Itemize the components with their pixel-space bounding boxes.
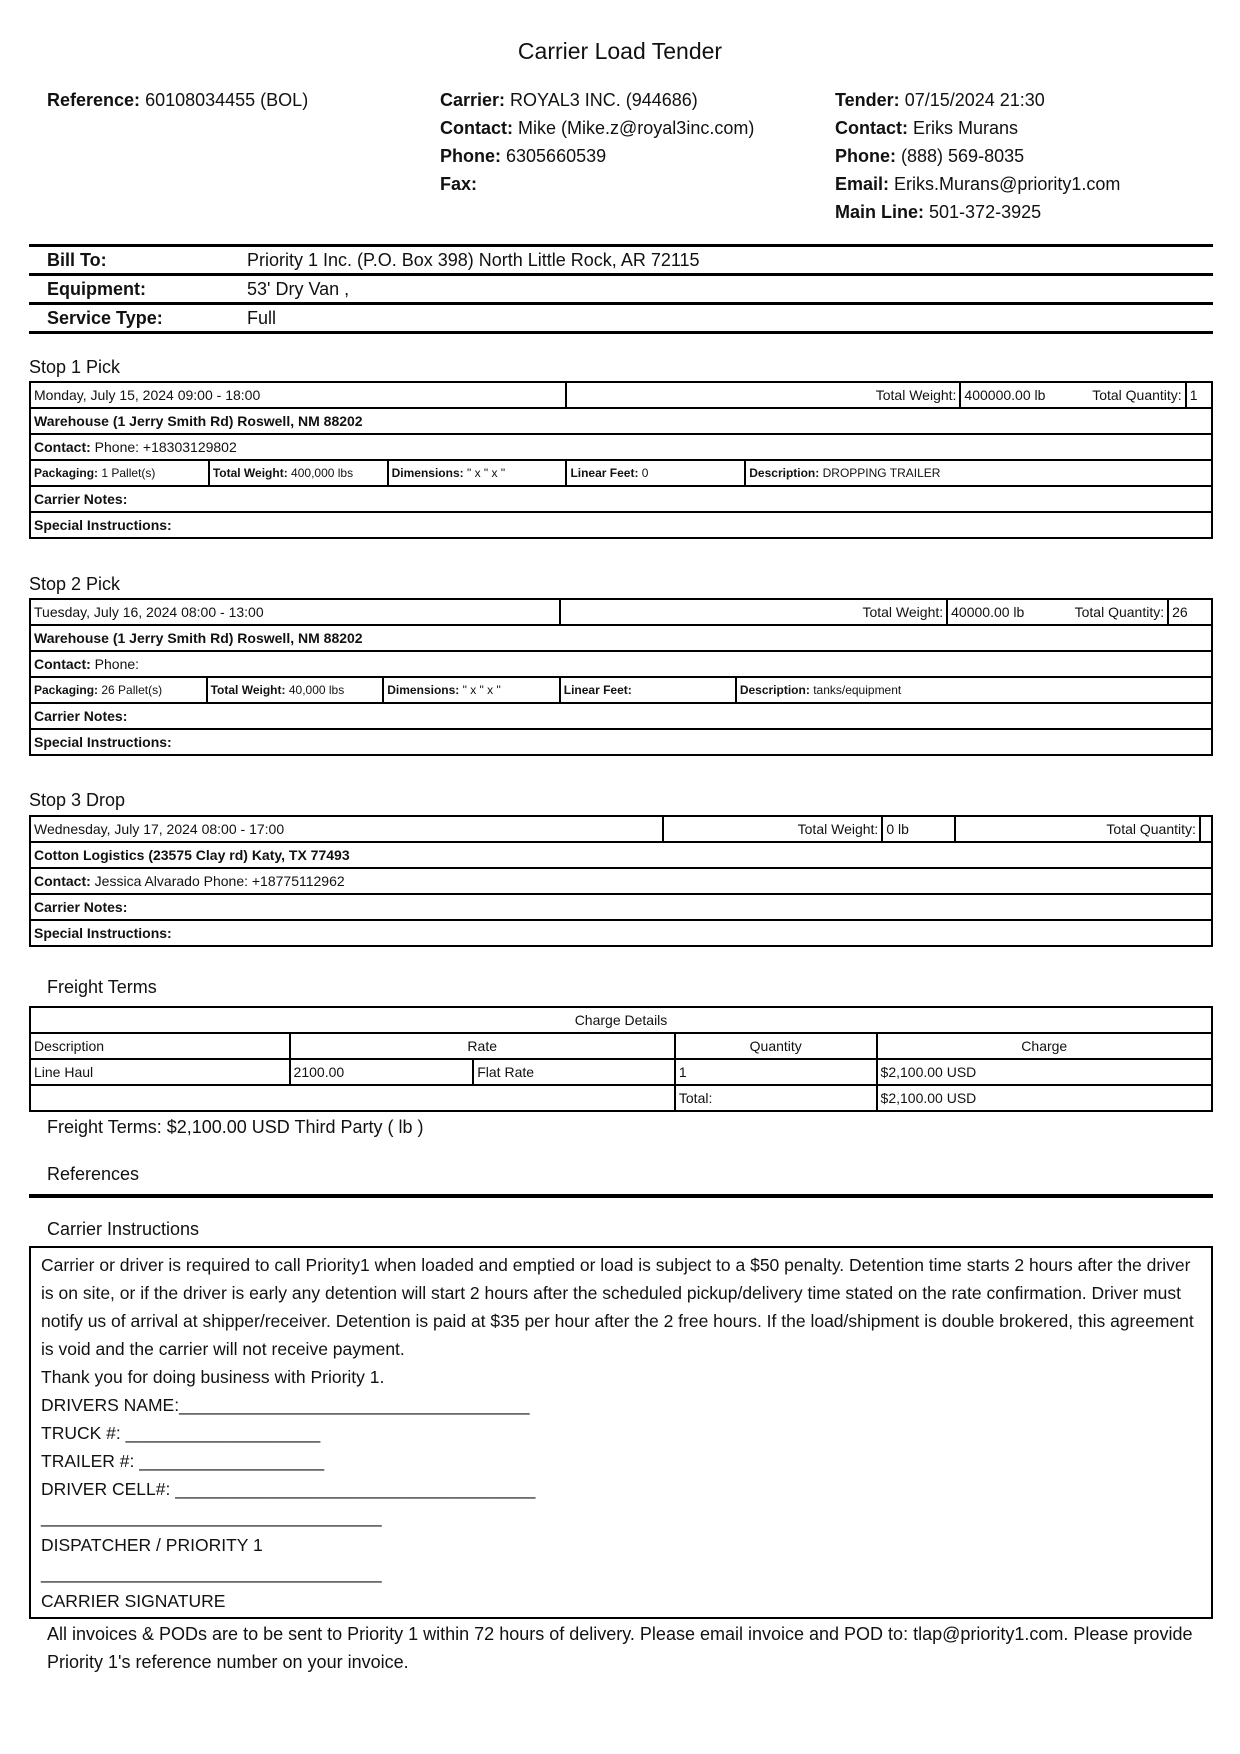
service-type-row [29, 304, 1213, 333]
stop-3-contact [30, 868, 1212, 894]
charge-description: Line Haul [30, 1059, 290, 1085]
reference-value: 60108034455 (BOL) [145, 90, 309, 110]
driver-cell-line: DRIVER CELL#: _____________________________________ [41, 1479, 536, 1499]
stop-2-special-instructions: Special Instructions: [30, 729, 1212, 755]
stop-2-weight-label: Total Weight: [560, 599, 947, 625]
dispatcher-signature-line: ___________________________________ [41, 1507, 382, 1527]
stop-2-dim-label: Dimensions: [387, 683, 460, 697]
stop-1-datetime: Monday, July 15, 2024 09:00 - 18:00 [30, 382, 566, 408]
stop-2-dim-value: " x " x " [462, 683, 501, 697]
equipment-label: Equipment: [29, 275, 247, 304]
tender-contact-value: Eriks Murans [913, 118, 1019, 138]
stop-1-heading: Stop 1 Pick [29, 357, 121, 377]
stop-1-carrier-notes: Carrier Notes: [30, 486, 1212, 512]
carrier-phone-value: 6305660539 [506, 146, 607, 166]
stop-3-contact-value: Jessica Alvarado Phone: +18775112962 [94, 873, 345, 889]
service-type-value: Full [247, 304, 1213, 333]
tender-mainline-label: Main Line: [835, 202, 924, 222]
carrier-contact-label: Contact: [440, 118, 513, 138]
col-quantity: Quantity [675, 1033, 877, 1059]
total-label: Total: [675, 1085, 877, 1111]
stop-1-linear-feet [566, 460, 745, 486]
stop-2-contact-label: Contact: [34, 656, 91, 672]
total-value: $2,100.00 USD [877, 1085, 1212, 1111]
invoice-footer-note: All invoices & PODs are to be sent to Priority 1 within 72 hours of delivery. Please email invoice and POD to: tlap@priority1.com. Please provide Priority 1's reference number on your invoice. [47, 1624, 1193, 1672]
stop-1-contact-label: Contact: [34, 439, 91, 455]
bill-to-label: Bill To: [29, 246, 247, 275]
stop-1-qty-label: Total Quantity: [1092, 387, 1182, 403]
carrier-instructions-box [29, 1246, 1213, 1619]
carrier-value: ROYAL3 INC. (944686) [510, 90, 698, 110]
stop-1-packaging-label: Packaging: [34, 466, 99, 480]
stop-2-weight-value: 40000.00 lb [951, 604, 1025, 620]
tender-block [835, 86, 1120, 226]
trailer-line: TRAILER #: ___________________ [41, 1451, 325, 1471]
charge-rate: 2100.00 [290, 1059, 474, 1085]
carrier-block [440, 86, 754, 198]
reference-block [47, 86, 308, 114]
stop-2-datetime: Tuesday, July 16, 2024 08:00 - 13:00 [30, 599, 560, 625]
stop-1-special-instructions: Special Instructions: [30, 512, 1212, 538]
carrier-label: Carrier: [440, 90, 506, 110]
charge-quantity: 1 [675, 1059, 877, 1085]
stop-3-qty-value [1200, 816, 1212, 842]
stop-1-tw-value: 400,000 lbs [291, 466, 354, 480]
equipment-row [29, 275, 1213, 304]
stop-3-contact-label: Contact: [34, 873, 91, 889]
col-charge: Charge [877, 1033, 1212, 1059]
freight-terms-heading: Freight Terms [47, 977, 157, 997]
stop-2-qty-value: 26 [1168, 599, 1212, 625]
stop-1-total-weight [209, 460, 388, 486]
stop-3-weight-label: Total Weight: [663, 816, 882, 842]
charge-amount: $2,100.00 USD [877, 1059, 1212, 1085]
stop-1-tw-label: Total Weight: [212, 466, 288, 480]
stop-2-tw-label: Total Weight: [210, 683, 286, 697]
stop-3-qty-label: Total Quantity: [955, 816, 1200, 842]
tender-email-value: Eriks.Murans@priority1.com [894, 174, 1121, 194]
charge-details-table [29, 1006, 1213, 1112]
carrier-signature-label: CARRIER SIGNATURE [41, 1591, 226, 1611]
equipment-value: 53' Dry Van , [247, 275, 1213, 304]
bill-to-value: Priority 1 Inc. (P.O. Box 398) North Little Rock, AR 72115 [247, 246, 1213, 275]
instructions-paragraph: Carrier or driver is required to call Priority1 when loaded and emptied or load is subject to a $50 penalty. Detention time starts 2 hours after the driver is on site, or if the driver is early any detention will start 2 hours after the scheduled pickup/delivery time stated on the rate confirmation. Driver must notify us of arrival at shipper/receiver. Detention is paid at $35 per hour after the 2 free hours. If the load/shipment is double brokered, this agreement is void and the carrier will not receive payment. [41, 1255, 1194, 1359]
stop-1-table [29, 381, 1213, 539]
col-rate: Rate [290, 1033, 675, 1059]
tender-mainline-value: 501-372-3925 [929, 202, 1042, 222]
stop-1-desc-label: Description: [749, 466, 820, 480]
stop-1-weight-qty-cell [960, 382, 1185, 408]
stop-2-packaging [30, 677, 207, 703]
carrier-instructions-heading: Carrier Instructions [47, 1219, 200, 1239]
charge-rate-type: Flat Rate [473, 1059, 675, 1085]
tender-phone-value: (888) 569-8035 [901, 146, 1025, 166]
stop-1-description [745, 460, 1212, 486]
stop-2-table [29, 598, 1213, 756]
carrier-fax-label: Fax: [440, 174, 478, 194]
tender-email-label: Email: [835, 174, 890, 194]
references-heading: References [47, 1164, 140, 1184]
stop-3-location: Cotton Logistics (23575 Clay rd) Katy, TX 77493 [30, 842, 1212, 868]
drivers-name-line: DRIVERS NAME:____________________________________ [41, 1395, 530, 1415]
references-divider [29, 1194, 1213, 1198]
stop-1-lf-value: 0 [641, 466, 649, 480]
stop-2-tw-value: 40,000 lbs [288, 683, 345, 697]
page-title: Carrier Load Tender [517, 38, 723, 64]
truck-line: TRUCK #: ____________________ [41, 1423, 321, 1443]
tender-label: Tender: [835, 90, 900, 110]
stop-3-table [29, 815, 1213, 947]
stop-2-contact-value: Phone: [94, 656, 140, 672]
stop-2-heading: Stop 2 Pick [29, 574, 121, 594]
stop-3-weight-value: 0 lb [882, 816, 954, 842]
tender-contact-label: Contact: [835, 118, 908, 138]
stop-1-qty-value: 1 [1186, 382, 1212, 408]
stop-3-special-instructions: Special Instructions: [30, 920, 1212, 946]
stop-1-dimensions [388, 460, 567, 486]
carrier-phone-label: Phone: [440, 146, 501, 166]
stop-2-weight-qty-cell [947, 599, 1168, 625]
stop-2-dimensions [383, 677, 559, 703]
load-info-table [29, 244, 1213, 334]
reference-label: Reference: [47, 90, 141, 110]
stop-2-lf-label: Linear Feet: [563, 683, 632, 697]
carrier-signature-line: ___________________________________ [41, 1563, 382, 1583]
bill-to-row [29, 246, 1213, 275]
stop-1-contact [30, 434, 1212, 460]
stop-2-qty-label: Total Quantity: [1074, 604, 1165, 620]
stop-1-dim-label: Dimensions: [391, 466, 464, 480]
stop-1-desc-value: DROPPING TRAILER [822, 466, 941, 480]
stop-1-lf-label: Linear Feet: [570, 466, 639, 480]
stop-1-weight-label: Total Weight: [566, 382, 960, 408]
stop-1-weight-value: 400000.00 lb [964, 387, 1046, 403]
col-description: Description [30, 1033, 290, 1059]
stop-3-carrier-notes: Carrier Notes: [30, 894, 1212, 920]
stop-2-description [736, 677, 1212, 703]
instructions-thanks: Thank you for doing business with Priority 1. [41, 1367, 385, 1387]
stop-2-contact [30, 651, 1212, 677]
tender-phone-label: Phone: [835, 146, 896, 166]
stop-2-total-weight [207, 677, 384, 703]
stop-2-location: Warehouse (1 Jerry Smith Rd) Roswell, NM 88202 [30, 625, 1212, 651]
freight-terms-summary: Freight Terms: $2,100.00 USD Third Party ( lb ) [47, 1117, 424, 1137]
stop-3-datetime: Wednesday, July 17, 2024 08:00 - 17:00 [30, 816, 663, 842]
stop-2-linear-feet [560, 677, 736, 703]
stop-1-packaging-value: 1 Pallet(s) [101, 466, 156, 480]
stop-1-packaging [30, 460, 209, 486]
charge-details-title: Charge Details [30, 1007, 1212, 1033]
service-type-label: Service Type: [29, 304, 247, 333]
stop-2-desc-value: tanks/equipment [813, 683, 902, 697]
stop-2-packaging-label: Packaging: [34, 683, 99, 697]
tender-value: 07/15/2024 21:30 [904, 90, 1045, 110]
stop-1-location: Warehouse (1 Jerry Smith Rd) Roswell, NM 88202 [30, 408, 1212, 434]
stop-1-contact-value: Phone: +18303129802 [94, 439, 237, 455]
stop-2-desc-label: Description: [739, 683, 810, 697]
carrier-contact-value: Mike (Mike.z@royal3inc.com) [518, 118, 755, 138]
stop-2-packaging-value: 26 Pallet(s) [101, 683, 163, 697]
total-spacer [30, 1085, 675, 1111]
stop-1-dim-value: " x " x " [466, 466, 506, 480]
stop-2-carrier-notes: Carrier Notes: [30, 703, 1212, 729]
dispatcher-label: DISPATCHER / PRIORITY 1 [41, 1535, 263, 1555]
charge-row [30, 1059, 1212, 1085]
stop-3-heading: Stop 3 Drop [29, 790, 126, 810]
